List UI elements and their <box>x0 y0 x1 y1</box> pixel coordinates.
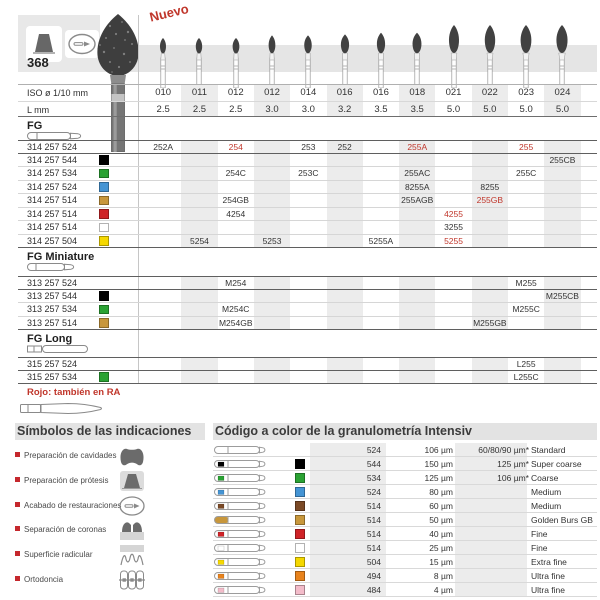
row-order-code: 313 257 534 <box>27 304 78 314</box>
grit-color-chip-black <box>295 459 305 469</box>
cell-value: 011 <box>191 87 208 98</box>
red-bullet <box>15 502 20 507</box>
cell-value: 2.5 <box>156 103 170 115</box>
cell-value: 252A <box>153 142 174 152</box>
table-row <box>18 154 597 168</box>
granulometry-row <box>213 443 597 457</box>
grain-size: 25 µm <box>429 543 453 553</box>
cell-value: 4255 <box>444 208 463 219</box>
bur-image <box>370 20 392 88</box>
column-stripe <box>181 290 217 303</box>
table-row <box>18 208 597 222</box>
column-stripe <box>327 235 363 248</box>
grit-color-chip-white <box>99 223 109 233</box>
symbol-item <box>15 444 205 469</box>
table-row <box>18 317 597 331</box>
table-row <box>18 371 597 385</box>
column-stripe <box>472 208 508 221</box>
symbol-label: Ortodoncia <box>24 574 64 584</box>
column-stripe <box>327 194 363 207</box>
table-row <box>18 303 597 317</box>
column-stripe <box>181 208 217 221</box>
column-stripe <box>254 290 290 303</box>
cell-value: M254GB <box>218 317 253 328</box>
bur-image <box>443 20 465 88</box>
symbol-label: Separación de coronas <box>24 525 107 535</box>
product-number: 368 <box>27 55 49 70</box>
cell-value: 4254 <box>226 208 246 219</box>
column-stripe <box>327 290 363 303</box>
row-order-code: 314 257 524 <box>27 181 78 192</box>
grain-size: 150 µm <box>424 459 453 469</box>
column-stripe <box>472 290 508 303</box>
row-order-code: 314 257 514 <box>27 195 78 205</box>
column-stripe <box>181 358 217 370</box>
table-row <box>18 194 597 208</box>
cell-value: 5255A <box>368 235 394 246</box>
cell-value: M254C <box>222 304 250 314</box>
cell-value: 3.2 <box>338 103 352 115</box>
cell-value: 255AGB <box>401 195 434 205</box>
grit-code: 484 <box>366 585 381 595</box>
granulometry-row <box>213 471 597 485</box>
grit-code: 514 <box>366 543 381 553</box>
granulometry-row <box>213 527 597 541</box>
grit-label: Fine <box>531 543 548 553</box>
grit-color-chip-red <box>99 209 109 219</box>
column-stripe <box>544 277 580 289</box>
grain-size: 125 µm <box>424 473 453 483</box>
reference-table <box>18 84 597 417</box>
column-stripe <box>254 181 290 194</box>
red-bullet <box>15 452 20 457</box>
grit-label: Extra fine <box>531 557 567 567</box>
row-order-code: 315 257 534 <box>27 371 78 382</box>
red-bullet <box>15 576 20 581</box>
grain-size: 4 µm <box>433 585 453 595</box>
row-order-code: 313 257 514 <box>27 317 78 328</box>
alt-grain-size: 125 µm* <box>497 459 529 469</box>
bur-image <box>188 20 210 88</box>
cell-value: 5.0 <box>446 103 461 115</box>
column-stripe <box>399 277 435 289</box>
grit-code: 504 <box>366 557 381 567</box>
column-stripe <box>254 303 290 316</box>
symbol-label: Preparación de prótesis <box>24 475 109 485</box>
alt-grain-size: 106 µm* <box>497 473 529 483</box>
cell-value: 252 <box>337 142 352 152</box>
granulometry-table <box>213 443 597 597</box>
column-stripe <box>181 277 217 289</box>
cell-value: 255 <box>519 142 534 152</box>
column-stripe <box>399 235 435 248</box>
cell-value: M255 <box>515 278 537 288</box>
granulometry-row <box>213 541 597 555</box>
column-stripe <box>181 167 217 180</box>
grit-label: Ultra fine <box>531 571 566 581</box>
grit-color-chip-yellow <box>99 236 109 246</box>
row-order-code: 315 257 524 <box>27 359 78 369</box>
cell-value: 3.0 <box>265 103 279 115</box>
section-label-fg <box>18 117 597 140</box>
column-stripe <box>181 317 217 330</box>
grit-code: 524 <box>366 445 381 455</box>
column-stripe <box>327 371 363 384</box>
symbol-item <box>15 543 205 568</box>
cell-value: 3.0 <box>301 103 315 115</box>
cell-value: 024 <box>554 87 571 98</box>
column-stripe <box>472 167 508 180</box>
row-order-code: 314 257 534 <box>27 168 78 178</box>
grit-color-chip-yellow <box>295 557 305 567</box>
cell-value: 2.5 <box>192 103 207 115</box>
symbol-label: Acabado de restauraciones <box>24 500 122 510</box>
iso-row-label: ISO ø 1/10 mm <box>27 88 89 98</box>
bur-images-row <box>145 20 585 88</box>
column-stripe <box>544 371 580 384</box>
row-order-code: 313 257 524 <box>27 278 78 288</box>
section-title: FG <box>27 120 43 132</box>
column-stripe <box>399 221 435 234</box>
grit-color-chip-green <box>99 305 109 315</box>
l-row-label: L mm <box>27 104 50 115</box>
column-stripe <box>399 317 435 330</box>
row-order-code: 314 257 524 <box>27 142 78 152</box>
cell-value: 8255 <box>480 181 500 192</box>
ra-footnote <box>18 384 597 400</box>
grit-color-chip-brown <box>295 501 305 511</box>
grit-color-chip-blue <box>295 487 305 497</box>
column-stripe <box>327 221 363 234</box>
column-stripe <box>254 317 290 330</box>
table-row <box>18 357 597 371</box>
cell-value: 023 <box>518 87 535 98</box>
cell-value: 5.0 <box>555 103 570 115</box>
column-stripe <box>399 154 435 167</box>
cell-value: 255AC <box>404 168 431 178</box>
table-row <box>18 140 597 154</box>
column-stripe <box>399 303 435 316</box>
cell-value: L255C <box>513 371 539 382</box>
cell-value: 016 <box>336 87 353 98</box>
column-stripe <box>399 208 435 221</box>
cell-value: 254C <box>225 168 246 178</box>
granulometry-row <box>213 555 597 569</box>
granulometry-row <box>213 485 597 499</box>
column-stripe <box>181 181 217 194</box>
column-stripe <box>544 194 580 207</box>
cell-value: M255CB <box>545 290 579 301</box>
grit-label: Medium <box>531 487 562 497</box>
column-stripe <box>327 208 363 221</box>
grit-code: 514 <box>366 515 381 525</box>
bur-image <box>297 20 319 88</box>
l-row <box>18 101 597 118</box>
grit-color-chip-green <box>295 473 305 483</box>
grit-label: Coarse <box>531 473 559 483</box>
section-title: FG Miniature <box>27 251 95 263</box>
grit-code: 494 <box>366 571 381 581</box>
row-order-code: 313 257 544 <box>27 290 78 301</box>
cell-value: 022 <box>481 87 498 98</box>
grain-size: 40 µm <box>429 529 453 539</box>
cell-value: 2.5 <box>229 103 243 115</box>
grit-color-chip-pink <box>295 585 305 595</box>
grit-label: Medium <box>531 501 562 511</box>
column-stripe <box>544 141 580 153</box>
column-stripe <box>254 194 290 207</box>
symbol-item <box>15 469 205 494</box>
granulometry-row <box>213 569 597 583</box>
column-stripe <box>254 371 290 384</box>
grit-label: Standard <box>531 445 566 455</box>
grain-size: 15 µm <box>429 557 453 567</box>
grit-label: Fine <box>531 529 548 539</box>
grit-color-chip-green <box>99 169 109 179</box>
column-stripe <box>472 221 508 234</box>
grit-color-chip-gold <box>99 318 109 328</box>
table-row <box>18 181 597 195</box>
cell-value: 255A <box>407 142 428 152</box>
grit-label: Super coarse <box>531 459 582 469</box>
cell-value: 3255 <box>444 222 463 232</box>
granulometry-row <box>213 583 597 597</box>
grit-color-chip-gold <box>99 196 109 206</box>
bur-image <box>261 20 283 88</box>
column-stripe <box>544 221 580 234</box>
column-stripe <box>181 194 217 207</box>
red-bullet <box>15 526 20 531</box>
cell-value: 3.5 <box>374 103 388 115</box>
column-stripe <box>544 235 580 248</box>
granulometry-title: Código a color de la granulometría Intensiv <box>213 423 597 440</box>
cell-value: 5.0 <box>519 103 533 115</box>
cell-value: 3.5 <box>410 103 424 115</box>
grit-code: 534 <box>366 473 381 483</box>
column-stripe <box>327 277 363 289</box>
new-badge: Nuevo <box>148 1 191 25</box>
column-stripe <box>327 167 363 180</box>
cell-value: 5254 <box>189 235 209 246</box>
column-stripe <box>181 371 217 384</box>
grit-color-chip-orange <box>295 571 305 581</box>
bur-image <box>515 20 537 88</box>
grain-size: 8 µm <box>433 571 453 581</box>
table-row <box>18 276 597 290</box>
symbol-item <box>15 518 205 543</box>
column-stripe <box>254 358 290 370</box>
table-row <box>18 290 597 304</box>
column-stripe <box>327 358 363 370</box>
cell-value: 254 <box>228 142 243 152</box>
column-stripe <box>181 154 217 167</box>
cell-value: L255 <box>516 359 536 369</box>
bur-image <box>152 20 174 88</box>
column-stripe <box>472 303 508 316</box>
grit-color-chip-red <box>295 529 305 539</box>
symbols-list <box>15 444 205 593</box>
cell-value: 018 <box>409 87 426 98</box>
cell-value: 255CB <box>549 154 576 165</box>
symbol-label: Superficie radicular <box>24 550 93 560</box>
column-stripe <box>544 358 580 370</box>
bur-image <box>406 20 428 88</box>
row-order-code: 314 257 514 <box>27 208 78 219</box>
bur-image <box>225 20 247 88</box>
cell-value: 5255 <box>444 235 463 246</box>
ra-footnote-text: Rojo: también en RA <box>27 387 121 398</box>
column-stripe <box>472 235 508 248</box>
column-stripe <box>399 371 435 384</box>
column-stripe <box>472 371 508 384</box>
column-stripe <box>327 181 363 194</box>
cell-value: 016 <box>373 87 389 98</box>
grit-color-chip-black <box>99 155 109 165</box>
grain-size: 106 µm <box>424 445 453 455</box>
cell-value: 014 <box>300 87 317 98</box>
cell-value: 8255A <box>404 181 430 192</box>
symbol-label: Preparación de cavidades <box>24 451 117 460</box>
column-stripe <box>472 154 508 167</box>
iso-row <box>18 84 597 101</box>
grit-label: Golden Burs GB <box>531 515 593 525</box>
row-order-code: 314 257 514 <box>27 222 78 232</box>
section-title: FG Long <box>27 333 73 345</box>
red-bullet <box>15 477 20 482</box>
column-stripe <box>544 303 580 316</box>
cell-value: 010 <box>155 87 172 98</box>
cell-value: 012 <box>264 87 280 98</box>
symbols-title: Símbolos de las indicaciones <box>15 423 205 440</box>
table-row <box>18 167 597 181</box>
column-stripe <box>399 358 435 370</box>
bur-image <box>479 20 501 88</box>
symbol-item <box>15 568 205 593</box>
column-stripe <box>544 208 580 221</box>
grit-code: 514 <box>366 501 381 511</box>
column-stripe <box>254 154 290 167</box>
table-row <box>18 221 597 235</box>
bur-image <box>334 20 356 88</box>
column-stripe <box>399 290 435 303</box>
grain-size: 60 µm <box>429 501 453 511</box>
cell-value: M254 <box>225 278 247 288</box>
granulometry-row <box>213 499 597 513</box>
row-order-code: 314 257 544 <box>27 154 78 165</box>
column-stripe <box>544 167 580 180</box>
cell-value: 254GB <box>222 195 249 205</box>
column-stripe <box>472 358 508 370</box>
grit-code: 514 <box>366 529 381 539</box>
symbol-item <box>15 494 205 519</box>
ra-bur-icon <box>18 400 597 417</box>
grit-code: 524 <box>366 487 381 497</box>
cell-value: 255GB <box>476 195 504 205</box>
cell-value: 5253 <box>262 235 282 246</box>
column-stripe <box>254 167 290 180</box>
cell-value: 012 <box>227 87 244 98</box>
cell-value: M255C <box>512 304 540 314</box>
column-stripe <box>181 303 217 316</box>
grain-size: 50 µm <box>429 515 453 525</box>
cell-value: M255GB <box>473 317 507 328</box>
column-stripe <box>181 221 217 234</box>
grit-color-chip-white <box>295 543 305 553</box>
cell-value: 253C <box>298 168 319 178</box>
grit-color-chip-blue <box>99 182 109 192</box>
cell-value: 255C <box>515 168 537 178</box>
column-stripe <box>327 154 363 167</box>
grit-color-chip-black <box>99 291 109 301</box>
column-stripe <box>472 141 508 153</box>
column-stripe <box>254 277 290 289</box>
column-stripe <box>254 221 290 234</box>
granulometry-row <box>213 513 597 527</box>
column-stripe <box>254 141 290 153</box>
column-stripe <box>327 317 363 330</box>
column-stripe <box>544 181 580 194</box>
row-order-code: 314 257 504 <box>27 235 78 246</box>
column-stripe <box>544 317 580 330</box>
cell-value: 5.0 <box>483 103 497 115</box>
column-stripe <box>472 277 508 289</box>
bur-image <box>551 20 573 88</box>
section-label-fg-miniature <box>18 248 597 276</box>
grain-size: 80 µm <box>429 487 453 497</box>
column-stripe <box>181 141 217 153</box>
granulometry-row <box>213 457 597 471</box>
column-stripe <box>327 303 363 316</box>
section-label-fg-long <box>18 330 597 357</box>
red-bullet <box>15 551 20 556</box>
grit-color-chip-gold <box>295 515 305 525</box>
table-row <box>18 235 597 249</box>
grit-color-chip-green <box>99 372 109 382</box>
grit-label: Ultra fine <box>531 585 566 595</box>
alt-grain-size: 60/80/90 µm* <box>478 445 529 455</box>
cell-value: 253 <box>301 142 316 152</box>
grit-code: 544 <box>366 459 381 469</box>
column-stripe <box>254 208 290 221</box>
cell-value: 021 <box>445 87 462 98</box>
